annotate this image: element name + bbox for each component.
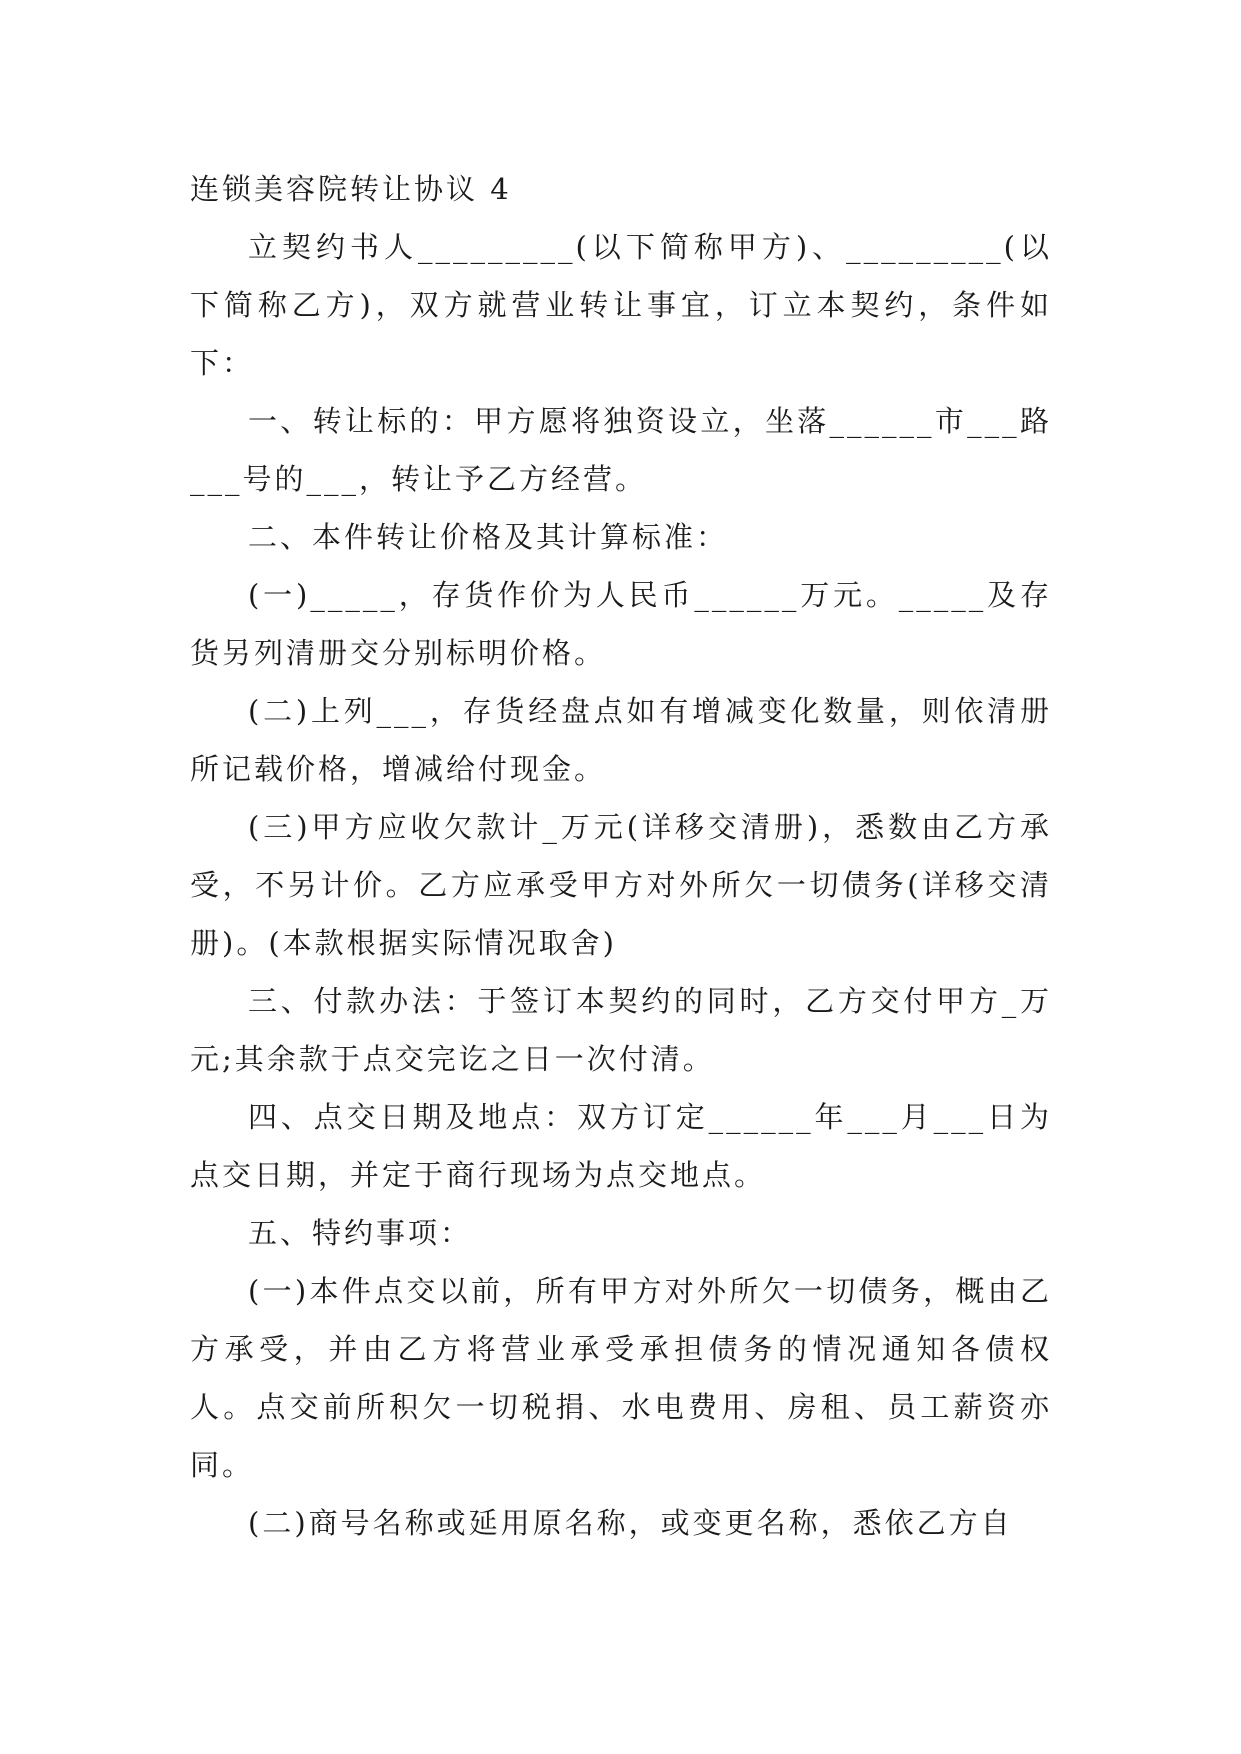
paragraph-special-item-2: (二)商号名称或延用原名称，或变更名称，悉依乙方自: [248, 1506, 1013, 1540]
paragraph-transfer-subject: 一、转让标的：甲方愿将独资设立，坐落______市___路___号的___，转让予乙方经营。: [190, 404, 1052, 496]
document-body: [190, 160, 1052, 1552]
paragraph-payment: 三、付款办法：于签订本契约的同时，乙方交付甲方_万元;其余款于点交完讫之日一次付清。: [190, 984, 1052, 1076]
paragraph-price-heading: 二、本件转让价格及其计算标准：: [248, 520, 729, 554]
paragraph-parties: 立契约书人_________(以下简称甲方)、_________(以下简称乙方)，双方就营业转让事宜，订立本契约，条件如下：: [190, 230, 1052, 380]
document-title: 连锁美容院转让协议 4: [190, 172, 512, 206]
paragraph-price-item-2: (二)上列___，存货经盘点如有增减变化数量，则依清册所记载价格，增减给付现金。: [190, 694, 1052, 786]
paragraph-price-item-1: (一)_____，存货作价为人民币______万元。_____及存货另列清册交分别标明价格。: [190, 578, 1052, 670]
paragraph-special-item-1: (一)本件点交以前，所有甲方对外所欠一切债务，概由乙方承受，并由乙方将营业承受承担债务的情况通知各债权人。点交前所积欠一切税捐、水电费用、房租、员工薪资亦同。: [190, 1274, 1052, 1482]
paragraph-special-heading: 五、特约事项：: [248, 1216, 473, 1250]
paragraph-price-item-3: (三)甲方应收欠款计_万元(详移交清册)，悉数由乙方承受，不另计价。乙方应承受甲方对外所欠一切债务(详移交清册)。(本款根据实际情况取舍): [190, 810, 1052, 960]
paragraph-handover: 四、点交日期及地点：双方订定______年___月___日为点交日期，并定于商行现场为点交地点。: [190, 1100, 1052, 1192]
